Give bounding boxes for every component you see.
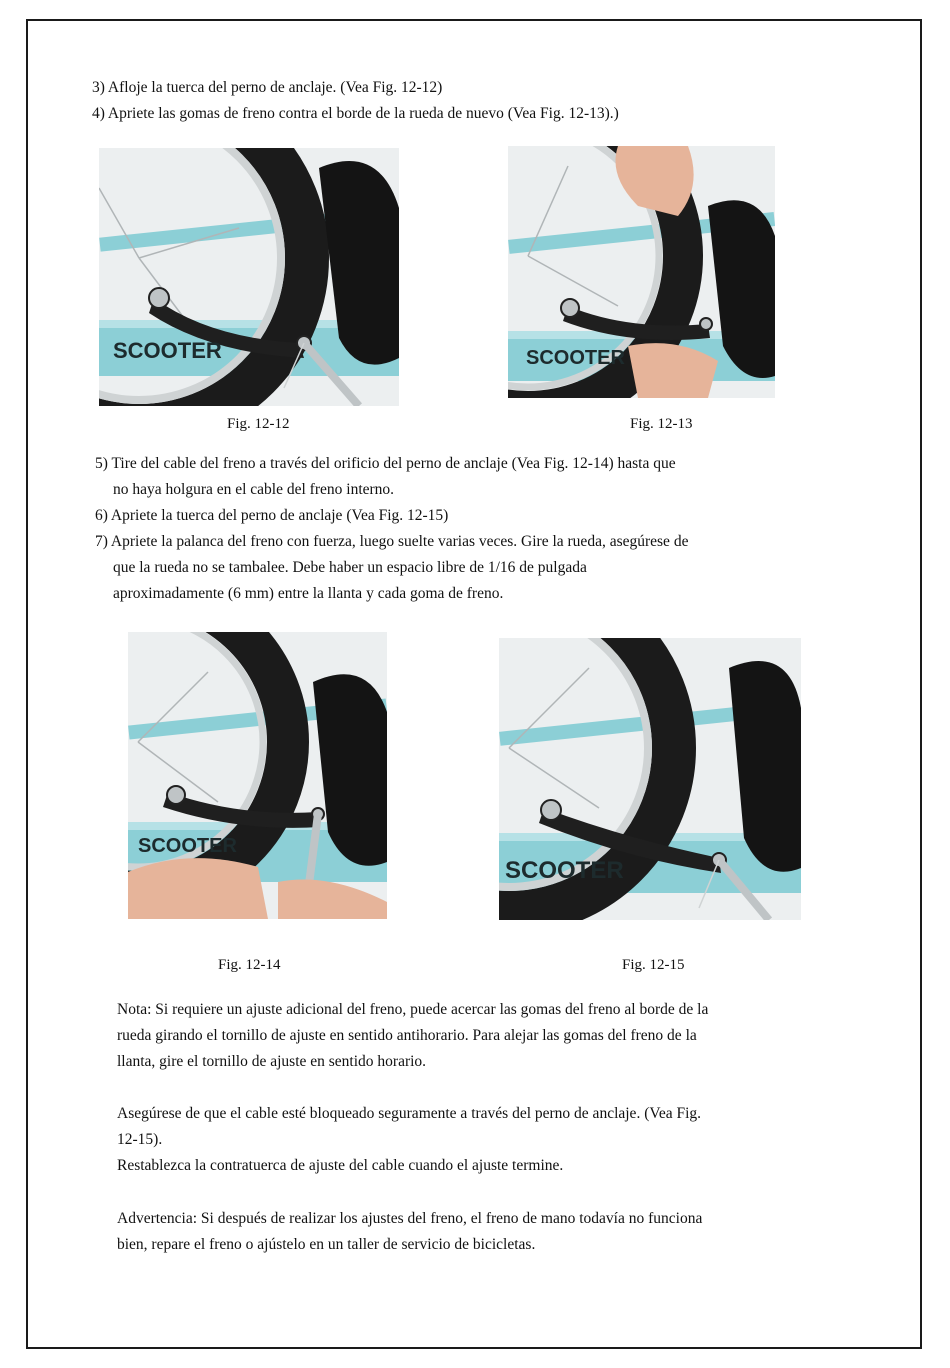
cable-note-line-1: Asegúrese de que el cable esté bloqueado seguramente a través del perno de anclaje. (Vea Fig. bbox=[117, 1105, 702, 1122]
figure-12-14-photo bbox=[128, 632, 387, 919]
warning-line-2: bien, repare el freno o ajústelo en un taller de servicio de bicicletas. bbox=[117, 1236, 536, 1253]
step-6: 6) Apriete la tuerca del perno de anclaje (Vea Fig. 12-15) bbox=[95, 507, 449, 524]
note-line-1: Nota: Si requiere un ajuste adicional del freno, puede acercar las gomas del freno al borde de la bbox=[117, 1001, 709, 1018]
scooter-decal: SCOOTER bbox=[113, 338, 222, 363]
cable-note-line-2: 12-15). bbox=[117, 1131, 163, 1148]
scooter-decal: SCOOTER bbox=[505, 857, 624, 884]
warning-line-1: Advertencia: Si después de realizar los ajustes del freno, el freno de mano todavía no funciona bbox=[117, 1210, 703, 1227]
step-3: 3) Afloje la tuerca del perno de anclaje. (Vea Fig. 12-12) bbox=[92, 79, 443, 96]
figure-12-12-caption: Fig. 12-12 bbox=[227, 416, 290, 432]
figure-12-15-photo bbox=[499, 638, 801, 920]
figure-12-15-caption: Fig. 12-15 bbox=[622, 957, 685, 973]
step-4: 4) Apriete las gomas de freno contra el borde de la rueda de nuevo (Vea Fig. 12-13).) bbox=[92, 105, 619, 122]
figure-12-13-photo bbox=[508, 146, 775, 398]
figure-12-12-photo bbox=[99, 148, 399, 406]
step-5-cont: no haya holgura en el cable del freno interno. bbox=[113, 481, 395, 498]
step-7-cont-1: que la rueda no se tambalee. Debe haber un espacio libre de 1/16 de pulgada bbox=[113, 559, 587, 576]
step-7-cont-2: aproximadamente (6 mm) entre la llanta y cada goma de freno. bbox=[113, 585, 504, 602]
scooter-decal: SCOOTER bbox=[138, 835, 237, 857]
note-line-2: rueda girando el tornillo de ajuste en sentido antihorario. Para alejar las gomas del freno de la bbox=[117, 1027, 697, 1044]
step-7: 7) Apriete la palanca del freno con fuerza, luego suelte varias veces. Gire la rueda, asegúrese de bbox=[95, 533, 689, 550]
figure-12-14-caption: Fig. 12-14 bbox=[218, 957, 281, 973]
note-line-3: llanta, gire el tornillo de ajuste en sentido horario. bbox=[117, 1053, 427, 1070]
scooter-decal: SCOOTER bbox=[526, 347, 625, 369]
step-5: 5) Tire del cable del freno a través del orificio del perno de anclaje (Vea Fig. 12-14) hasta que bbox=[95, 455, 676, 472]
figure-12-13-caption: Fig. 12-13 bbox=[630, 416, 693, 432]
locknut-note: Restablezca la contratuerca de ajuste del cable cuando el ajuste termine. bbox=[117, 1157, 564, 1174]
